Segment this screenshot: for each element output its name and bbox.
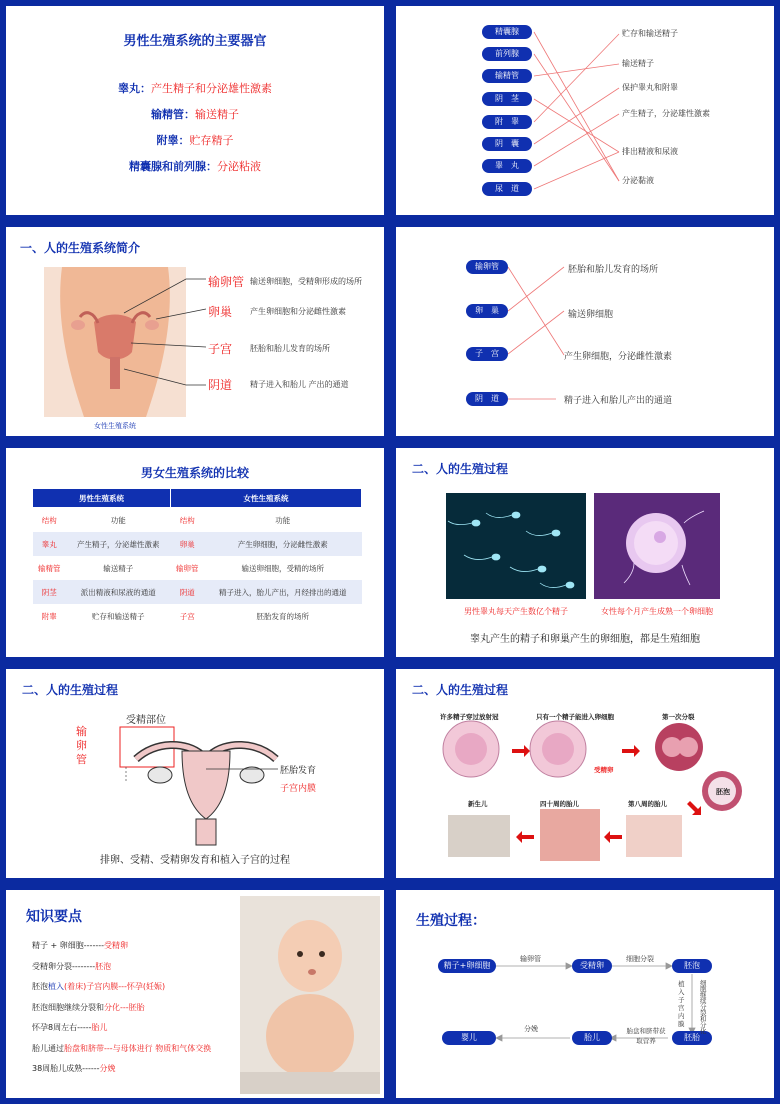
part-name: 卵巢 <box>208 305 233 319</box>
table-cell: 结构 <box>41 515 57 525</box>
organ-urethra: 尿 道 <box>482 182 532 196</box>
table-cell: 输卵管 <box>176 563 199 573</box>
slide6-footer: 睾丸产生的精子和卵巢产生的卵细胞，都是生殖细胞 <box>470 634 700 645</box>
organ-epididymis: 附 睾 <box>482 115 532 129</box>
table-cell: 卵巢 <box>170 532 204 556</box>
function-text: 贮存和输送精子 <box>622 29 678 38</box>
table-cell: 输送卵细胞，受精的场所 <box>241 563 325 573</box>
table-cell: 派出精液和尿液的通道 <box>66 580 170 604</box>
row-value: 贮存精子 <box>189 134 234 147</box>
organ-seminal-vesicle: 精囊腺 <box>482 25 532 39</box>
figure-caption: 女性生殖系统 <box>94 422 136 430</box>
table-cell: 功能 <box>110 515 126 525</box>
table-cell: 输送精子 <box>103 563 134 573</box>
stage-label: 许多精子穿过放射冠 <box>440 713 499 721</box>
table-cell: 睾丸 <box>33 532 67 556</box>
part-name: 阴道 <box>208 378 233 392</box>
tag-zygote: 受精卵 <box>594 766 614 774</box>
flow-box: 受精卵 <box>572 959 612 973</box>
organ-uterus: 子 宫 <box>466 347 508 361</box>
function-text: 排出精液和尿液 <box>622 147 678 156</box>
slide-comparison-table <box>4 446 386 659</box>
table-cell: 结构 <box>179 515 195 525</box>
table-cell: 子宫 <box>179 611 195 621</box>
organ-vas-deferens: 输精管 <box>482 69 532 83</box>
slide-female-system <box>4 225 386 438</box>
uterus-diagram <box>6 669 384 878</box>
organ-scrotum: 阴 囊 <box>482 137 532 151</box>
slide1-title: 男性生殖系统的主要器官 <box>123 34 267 49</box>
function-text: 精子进入和胎儿产出的通道 <box>564 396 673 406</box>
table-row <box>33 556 362 580</box>
stage-label: 只有一个精子能进入卵细胞 <box>536 713 614 721</box>
stage-label: 四十周的胎儿 <box>540 800 579 808</box>
label-oviduct: 输卵管 <box>76 725 87 766</box>
key-point: 怀孕8周左右-----胎儿 <box>32 1023 108 1032</box>
arrow-label: 输卵管 <box>520 955 541 963</box>
organ-penis: 阴 茎 <box>482 92 532 106</box>
arrow-label: 细胞分裂 <box>626 955 654 963</box>
slide5-title: 男女生殖系统的比较 <box>140 466 249 480</box>
row-label: 附睾： <box>156 134 190 147</box>
slide1-rows <box>6 76 384 180</box>
sperm-image <box>446 493 586 599</box>
part-name: 子宫 <box>208 342 233 356</box>
row-value: 产生精子和分泌雄性激素 <box>151 82 272 95</box>
key-point: 精子 + 卵细胞-------受精卵 <box>32 941 128 950</box>
slide6-heading: 二、人的生殖过程 <box>412 462 509 476</box>
matching-lines <box>396 6 774 215</box>
row-value: 分泌粘液 <box>217 160 261 173</box>
table-row <box>33 508 362 533</box>
caption-ovum: 女性每个月产生成熟一个卵细胞 <box>601 607 713 616</box>
key-point: 胎儿通过胎盘和脐带---与母体进行 物质和气体交换 <box>32 1043 212 1053</box>
table-cell: 胚胎发育的场所 <box>256 611 310 621</box>
arrow-label: 分娩 <box>524 1025 538 1033</box>
stage-label: 新生儿 <box>468 800 488 808</box>
label-fertilization-site: 受精部位 <box>126 715 166 726</box>
vertical-label: 植入子宫内膜 <box>678 980 685 1028</box>
function-text: 分泌黏液 <box>622 176 654 185</box>
row-label: 精囊腺和前列腺： <box>129 160 217 173</box>
flow-box: 婴儿 <box>442 1031 496 1045</box>
table-cell: 产生卵细胞，分泌雌性激素 <box>204 532 361 556</box>
slide9-heading: 知识要点 <box>26 909 82 925</box>
label-embryo-development: 胚胎发育 <box>280 766 317 776</box>
table-cell: 阴道 <box>170 580 204 604</box>
table-row <box>33 532 362 556</box>
table-row <box>33 604 362 628</box>
caption-sperm: 男性睾丸每天产生数亿个精子 <box>464 607 568 616</box>
label-leader-lines <box>6 227 384 436</box>
table-cell: 阴茎 <box>33 580 67 604</box>
flow-arrows <box>396 890 774 1098</box>
function-text: 输送精子 <box>622 59 654 68</box>
development-images <box>396 669 774 878</box>
slide7-heading: 二、人的生殖过程 <box>22 683 119 697</box>
slide-process-flow <box>394 888 776 1100</box>
baby-photo <box>240 896 380 1094</box>
organ-prostate: 前列腺 <box>482 47 532 61</box>
organ-vagina: 阴 道 <box>466 392 508 406</box>
table-cell: 输精管 <box>38 563 61 573</box>
part-name: 输卵管 <box>208 275 245 289</box>
row-label: 输精管： <box>151 108 195 121</box>
stage-label: 第八周的胎儿 <box>628 800 667 808</box>
flow-box: 胎儿 <box>572 1031 612 1045</box>
function-text: 产生卵细胞，分泌雌性激素 <box>564 352 673 362</box>
header-male: 男性生殖系统 <box>33 489 171 508</box>
comparison-table <box>32 488 362 628</box>
organ-ovary: 卵 巢 <box>466 304 508 318</box>
slide10-heading: 生殖过程： <box>416 913 486 929</box>
vertical-label: 细胞继续分裂和分化 <box>700 979 707 1035</box>
key-point: 38周胎儿成熟------分娩 <box>32 1064 116 1073</box>
tag-blastula: 胚泡 <box>716 788 730 796</box>
flow-box: 胚泡 <box>672 959 712 973</box>
key-point: 胚泡植入(着床)子宫内膜---怀孕(妊娠) <box>32 982 166 991</box>
function-text: 输送卵细胞 <box>568 310 614 320</box>
slide-development-stages <box>394 667 776 880</box>
table-row <box>33 580 362 604</box>
key-point: 受精卵分裂--------胚泡 <box>32 961 112 971</box>
part-desc: 胚胎和胎儿发育的场所 <box>250 344 330 353</box>
slide7-footer: 排卵、受精、受精卵发育和植入子宫的过程 <box>100 855 290 866</box>
slide-male-matching <box>394 4 776 217</box>
table-cell: 功能 <box>275 515 291 525</box>
table-cell: 附睾 <box>41 611 57 621</box>
table-cell: 产生精子，分泌雄性激素 <box>66 532 170 556</box>
part-desc: 精子进入和胎儿 产出的通道 <box>250 380 349 389</box>
row-label: 睾丸： <box>118 82 151 95</box>
slide-fertilization-site <box>4 667 386 880</box>
function-text: 胚胎和胎儿发育的场所 <box>568 265 659 275</box>
slide-germ-cells <box>394 446 776 659</box>
slide-key-points <box>4 888 386 1100</box>
key-points-list <box>32 936 211 1080</box>
slide3-heading: 一、人的生殖系统简介 <box>20 241 141 255</box>
label-uterine-lining: 子宫内膜 <box>280 784 317 794</box>
table-cell: 贮存和输送精子 <box>92 611 145 621</box>
flow-box: 精子+卵细胞 <box>438 959 496 973</box>
slide-female-matching <box>394 225 776 438</box>
row-value: 输送精子 <box>195 108 239 121</box>
slide8-heading: 二、人的生殖过程 <box>412 683 509 697</box>
function-text: 保护睾丸和附睾 <box>622 83 678 92</box>
flow-box: 胚胎 <box>672 1031 712 1045</box>
table-cell: 精子进入，胎儿产出，月经排出的通道 <box>204 580 361 604</box>
arrow-label: 胎盘和脐带获取营养 <box>626 1027 666 1045</box>
ovum-image <box>594 493 720 599</box>
part-desc: 输送卵细胞，受精卵形成的场所 <box>250 277 362 286</box>
key-point: 胚泡细胞继续分裂和分化---胚胎 <box>32 1002 145 1012</box>
organ-oviduct: 输卵管 <box>466 260 508 274</box>
function-text: 产生精子，分泌雄性激素 <box>622 109 710 118</box>
part-desc: 产生卵细胞和分泌雌性激素 <box>250 307 346 316</box>
organ-testis: 睾 丸 <box>482 159 532 173</box>
stage-label: 第一次分裂 <box>662 713 695 721</box>
slide-male-organs <box>4 4 386 217</box>
header-female: 女性生殖系统 <box>170 489 361 508</box>
